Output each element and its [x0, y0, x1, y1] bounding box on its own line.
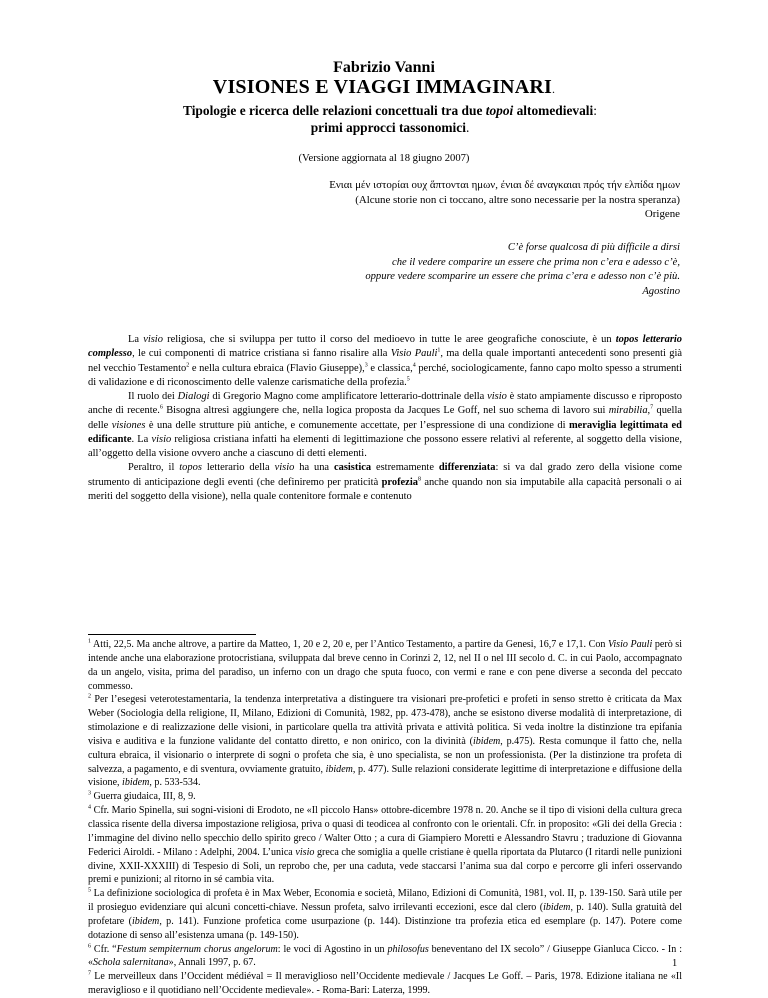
footnote-6: $^6$ Cfr. “Festum sempiternum chorus angelorum: le voci di Agostino in un philosofus beneventano del IX secolo” / Giuseppe Gianluca Cicco. - In : «Schola salernitana», Annali 1997, p. 67.: [88, 943, 682, 969]
epigraph-origen: [160, 178, 680, 222]
epigraph-author: Agostino: [642, 285, 680, 297]
version-note: (Versione aggiornata al 18 giugno 2007): [298, 153, 470, 164]
footnote-7: $^7$ Le merveilleux dans l’Occident médiéval = Il meraviglioso nell’Occidente medievale / Jacques Le Goff. – Paris, 1978. Edizione italiana ne «Il meraviglioso e il quotidiano nell’Occidente medievale». - Roma-Bari: Laterza, 1999.: [88, 970, 682, 997]
subtitle-period: .: [465, 120, 470, 135]
footnote-ref[interactable]: 5: [406, 376, 410, 383]
footnote-3: $^3$ Guerra giudaica, III, 8, 9.: [88, 790, 196, 803]
footnotes: [88, 638, 682, 998]
author-name: Fabrizio Vanni: [333, 59, 435, 76]
document-subtitle: [110, 102, 670, 136]
page-number: 1: [672, 958, 678, 969]
footnote-1: $^1$ Atti, 22,5. Ma anche altrove, a partire da Matteo, 1, 20 e 2, 20 e, per l’Antico Testamento, a partire da Genesi, 16,7 e 17,1. Con Visio Pauli però si intende anche una elaborazione protocristiana, sviluppata dal breve cenno in Corinzi 2, 12, nel II o nel III secolo d. C. in cui Paolo, accompagnato da un angelo, visita, prima del paradiso, un inferno con un drago che sputa fuoco, con vermi e rane e con pene diverse a seconda del peccato commesso.: [88, 638, 683, 692]
footnote-5: $^5$ La definizione sociologica di profeta è in Max Weber, Economia e società, Milano, Edizioni di Comunità, 1981, vol. II, p. 139-150. Sarà utile per il prosieguo evidenziare qui alcuni concetti-chiave. Nessun profeta, salvo irrilevanti eccezioni, esce dal clero (ibidem, p. 140). Sulla gratuità del profetare (ibidem, p. 141). Funzione profetica come usurpazione (p. 144). Distinzione tra profezia etica ed esemplare (p. 147). Potere come dotazione di senso all’esistenza umana (p. 149-150).: [88, 887, 682, 941]
subtitle-part: Tipologie e ricerca delle relazioni concettuali tra due: [183, 103, 486, 118]
paragraph-3: Peraltro, il topos letterario della visio ha una casistica estremamente differenziata: si va dal grado zero della visione come strumento di anticipazione degli eventi (che definiremo per praticità profezia$^8$ anche quando non sia imputabile alla capacità personali o ai meriti del soggetto della visione), nella quale contenitore formale e contenuto: [88, 462, 682, 502]
footnote-ref[interactable]: 8: [417, 476, 421, 483]
paragraph-1: La visio religiosa, che si sviluppa per tutto il corso del medioevo in tutte le aree geografiche conosciute, è un topos letterario complesso, le cui componenti di matrice cristiana si fanno risalire alla Visio Pauli$^1$, ma della quale importanti antecedenti sono presenti già nel vecchio Testamento$^2$ e nella cultura ebraica (Flavio Giuseppe),$^3$ e classica,$^4$ perché, sociologicamente, fanno capo molto spesso a strumenti di validazione e di riconoscimento delle valenze carismatiche della profezia.$^5$: [88, 334, 682, 388]
epigraph-translation: (Alcune storie non ci toccano, altre sono necessarie per la nostra speranza): [355, 193, 680, 206]
subtitle-part: altomedievali: [513, 103, 594, 118]
epigraph-line: oppure vedere scomparire un essere che prima c’era e adesso non c’è più.: [365, 271, 680, 283]
epigraph-line: che il vedere comparire un essere che prima non c’era e adesso c’è,: [392, 256, 680, 268]
subtitle-colon: :: [593, 103, 597, 118]
footnote-ref[interactable]: 4: [412, 362, 416, 369]
footnote-4: $^4$ Cfr. Mario Spinella, sui sogni-visioni di Erodoto, ne «Il piccolo Hans» ottobre-dicembre 1978 n. 20. Anche se il tipo di visioni della cultura greca classica risente della diversa impostazione religiosa, priva o quasi di teodicea al confronto con le orientali. Cfr. in proposito: «Gli dei della Grecia : l’immagine del divino nello specchio dello spirito greco / Walter Otto ; a cura di Giampiero Moretti e Alessandro Stavru ; traduzione di Giovanna Federici Airoldi. - Milano : Adelphi, 2004. L’unica visio greca che somiglia a quelle cristiane è quella riportata da Plutarco (I ritardi nelle punizioni divine, XXII-XXXIII) di Tespesio di Soli, un reprobo che, per una caduta, vede staccarsi l’anima sua dal corpo e percorre gli inferi osservando premi e punizioni; al ritorno in sé cambia vita.: [88, 804, 682, 886]
footnote-ref[interactable]: 2: [186, 362, 190, 369]
epigraph-greek: Ενιαι μέν ιστορίαι ουχ ἅπτονται ημων, ένιαι δέ αναγκαιαι πρός τήν ελπίδα ημων: [329, 179, 680, 191]
footnote-2: $^2$ Per l’esegesi veterotestamentaria, la tendenza interpretativa a distinguere tra visionari pre-profetici e profeti in senso stretto è criticata da Max Weber (Sociologia della religione, II, Milano, Edizioni di Comunità, 1982, pp. 473-478), anche se esistono diverse modalità di interpretazione, di stimolazione e di realizzazione delle visioni, in particolare quella tra attività privata e attività politica. Si veda inoltre la distinzione tra epifania visiva e auditiva e la funzione validante del contatto diretto, e non onirico, con la divinità (ibidem, p.475). Resta comunque il fatto che, nella cultura ebraica, il visionario o interprete di sogni o profeta che sia, è uno specialista, se non un professionista. (Per la distinzione tra profeta di salvezza, a pagamento, e di sventura, ovviamente gratuito, ibidem, p. 477). Sulle relazioni considerate legittime di interpretazione e diffusione della visione, ibidem, p. 533-534.: [88, 694, 682, 789]
footnote-ref[interactable]: 7: [650, 404, 654, 411]
epigraph-augustine: [160, 241, 680, 299]
footnote-ref[interactable]: 6: [159, 404, 163, 411]
footnote-separator: [88, 634, 256, 635]
subtitle-topoi: topoi: [485, 103, 514, 118]
paragraph-2: Il ruolo dei Dialogi di Gregorio Magno come amplificatore letterario-dottrinale della visio è stato ampiamente discusso e riproposto anche di recente.$^6$ Bisogna altresì aggiungere che, nella logica proposta da Jacques Le Goff, nel suo schema di lavoro sui mirabilia,$^7$ quella delle visiones è una delle strutture più antiche, e comunemente accettate, per l’espressione di una condizione di meraviglia legittimata ed edificante. La visio religiosa cristiana infatti ha elementi di legittimazione che possono essere relativi al referente, al soggetto della visione, all’oggetto della visione ovvero anche a ciascuno di detti elementi.: [88, 391, 683, 459]
title-period: .: [551, 82, 556, 96]
title-text: VISIONES E VIAGGI IMMAGINARI: [212, 76, 552, 98]
body-text: [88, 333, 682, 504]
subtitle-part: primi approcci tassonomici: [310, 120, 466, 135]
document-title: [0, 76, 768, 99]
epigraph-line: C’è forse qualcosa di più difficile a dirsi: [507, 242, 680, 253]
epigraph-author: Origene: [644, 208, 680, 220]
footnote-ref[interactable]: 3: [364, 362, 368, 369]
footnote-ref[interactable]: 1: [437, 347, 441, 354]
